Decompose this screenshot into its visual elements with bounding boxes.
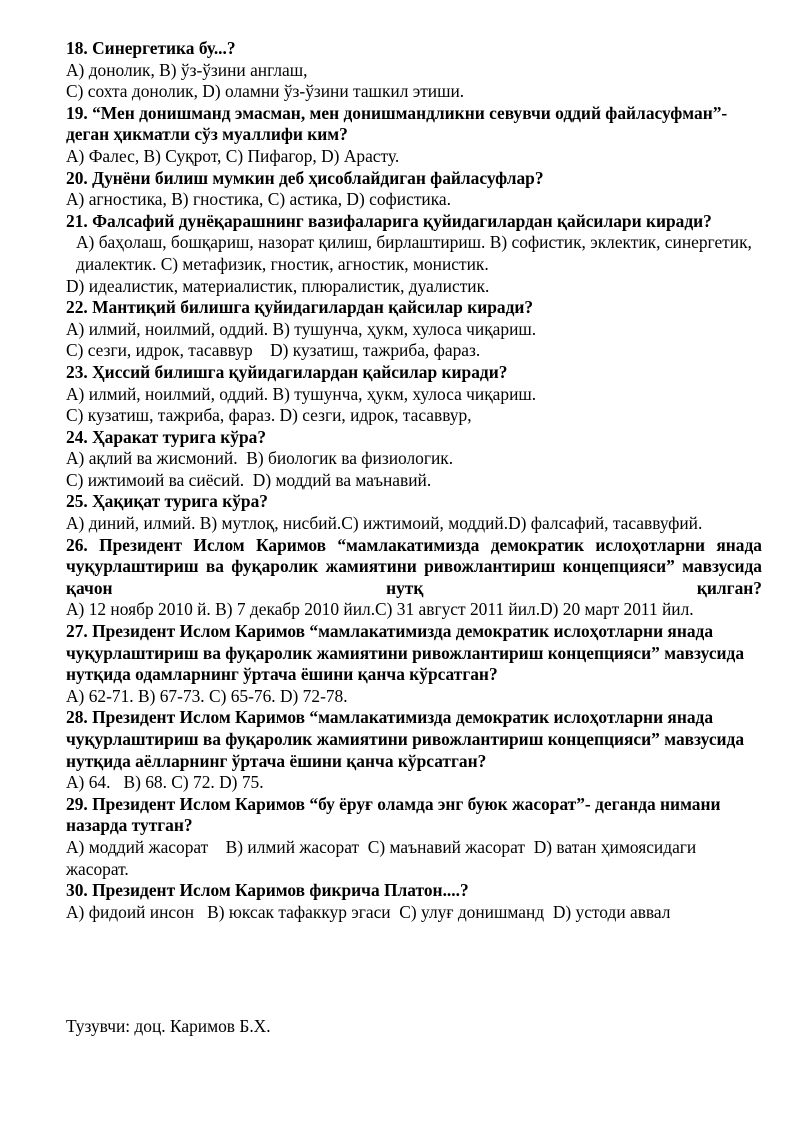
question-block <box>66 880 762 923</box>
answer-line: A) фидоий инсон B) юксак тафаккур эгаси C) улуғ донишманд D) устоди аввал <box>66 901 671 922</box>
answer-line: A) баҳолаш, бошқариш, назорат қилиш, бирлаштириш. B) софистик, эклектик, синергетик, диалектик. C) метафизик, гностик, агностик, монистик. <box>76 232 752 274</box>
question-text: 21. Фалсафий дунёқарашнинг вазифаларига қуйидагилардан қайсилари киради? <box>66 210 712 231</box>
question-block <box>66 621 762 707</box>
question-block <box>66 211 762 297</box>
question-block <box>66 427 762 492</box>
author-signature: Тузувчи: доц. Каримов Б.Х. <box>66 1016 271 1036</box>
question-text: 26. Президент Ислом Каримов “мамлакатимизда демократик ислоҳотларни янада чуқурлаштириш ва фуқаролик жамиятини ривожлантириш концепцияси” мавзусида қачон нутқ қилган? <box>66 534 762 598</box>
answer-line: A) ақлий ва жисмоний. B) биологик ва физиологик. <box>66 448 454 469</box>
question-text: 22. Мантиқий билишга қуйидагилардан қайсилар киради? <box>66 297 534 318</box>
question-text: 23. Ҳиссий билишга қуйидагилардан қайсилар киради? <box>66 361 508 382</box>
answer-line: A) Фалес, B) Суқрот, C) Пифагор, D) Арасту. <box>66 145 400 166</box>
question-text: 29. Президент Ислом Каримов “бу ёруғ оламда энг буюк жасорат”- деганда нимани назарда тутган? <box>66 793 721 836</box>
answer-line: C) ижтимоий ва сиёсий. D) моддий ва маънавий. <box>66 469 432 490</box>
question-text: 27. Президент Ислом Каримов “мамлакатимизда демократик ислоҳотларни янада чуқурлаштириш ва фуқаролик жамиятини ривожлантириш концепцияси” мавзусида нутқида одамларнинг ўртача ёшини қанча кўрсатган? <box>66 621 745 685</box>
question-block <box>66 297 762 362</box>
answer-line: A) 64. B) 68. C) 72. D) 75. <box>66 772 264 793</box>
question-text: 25. Ҳақиқат турига кўра? <box>66 491 268 512</box>
question-block <box>66 794 762 880</box>
question-block <box>66 707 762 793</box>
answer-line: C) кузатиш, тажриба, фараз. D) сезги, идрок, тасаввур, <box>66 405 472 426</box>
answer-line: A) 12 ноябр 2010 й. B) 7 декабр 2010 йил.C) 31 август 2011 йил.D) 20 март 2011 йил. <box>66 599 694 620</box>
question-list <box>66 38 762 923</box>
question-block <box>66 103 762 168</box>
question-block <box>66 38 762 103</box>
answer-line: A) 62-71. B) 67-73. C) 65-76. D) 72-78. <box>66 685 348 706</box>
answer-line: D) идеалистик, материалистик, плюралистик, дуалистик. <box>66 275 490 296</box>
question-block <box>66 168 762 211</box>
question-block <box>66 491 762 534</box>
question-text: 28. Президент Ислом Каримов “мамлакатимизда демократик ислоҳотларни янада чуқурлаштириш ва фуқаролик жамиятини ривожлантириш концепцияси” мавзусида нутқида аёлларнинг ўртача ёшини қанча кўрсатган? <box>66 707 745 771</box>
answer-line: A) донолик, B) ўз-ўзини англаш, <box>66 59 308 80</box>
answer-line: A) моддий жасорат B) илмий жасорат C) маънавий жасорат D) ватан ҳимоясидаги жасорат. <box>66 836 701 879</box>
answer-line: A) илмий, ноилмий, оддий. B) тушунча, ҳукм, хулоса чиқариш. <box>66 318 537 339</box>
question-block <box>66 362 762 427</box>
answer-line: C) сохта донолик, D) оламни ўз-ўзини ташкил этиши. <box>66 81 465 102</box>
question-block <box>66 535 762 621</box>
question-text: 30. Президент Ислом Каримов фикрича Платон....? <box>66 880 469 901</box>
question-text: 18. Синергетика бу...? <box>66 38 236 58</box>
question-text: 24. Ҳаракат турига кўра? <box>66 426 267 447</box>
question-text: 19. “Мен донишманд эмасман, мен донишмандликни севувчи оддий файласуфман”- деган ҳикматли сўз муаллифи ким? <box>66 102 728 145</box>
answer-line: A) илмий, ноилмий, оддий. B) тушунча, ҳукм, хулоса чиқариш. <box>66 383 537 404</box>
question-text: 20. Дунёни билиш мумкин деб ҳисоблайдиган файласуфлар? <box>66 167 544 188</box>
answer-line: C) сезги, идрок, тасаввур D) кузатиш, тажриба, фараз. <box>66 340 481 361</box>
answer-line: A) агностика, B) гностика, C) астика, D) софистика. <box>66 189 451 210</box>
answer-line: A) диний, илмий. B) мутлоқ, нисбий.C) ижтимоий, моддий.D) фалсафий, тасаввуфий. <box>66 513 703 534</box>
